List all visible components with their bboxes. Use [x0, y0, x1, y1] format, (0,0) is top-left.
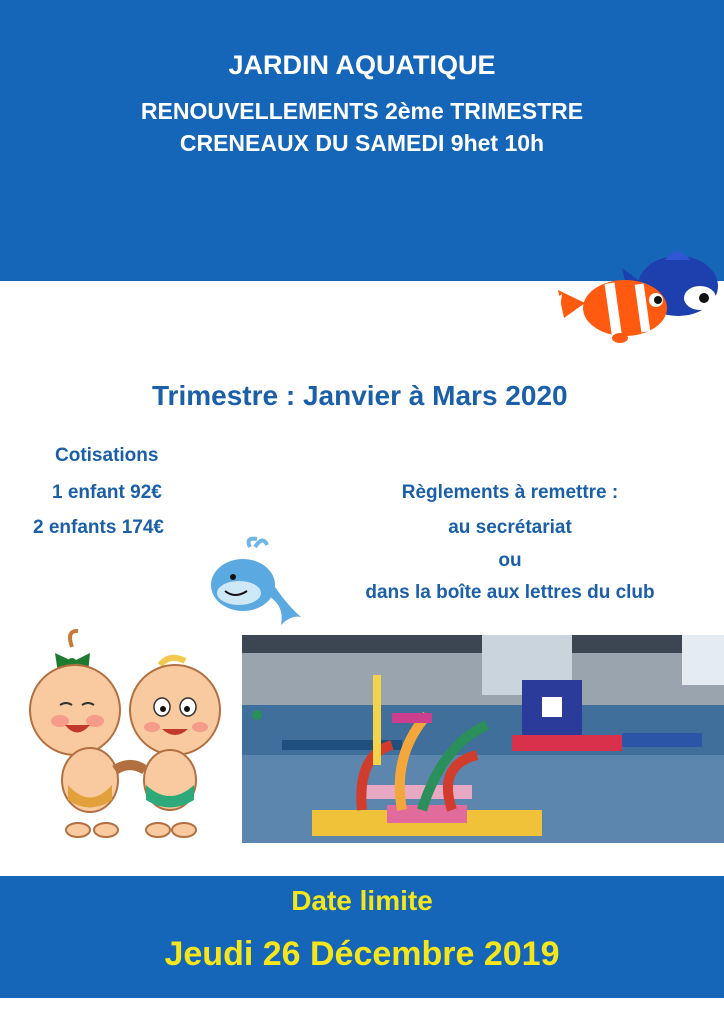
babies-illustration [20, 625, 230, 840]
subtitle-renewals: RENOUVELLEMENTS 2ème TRIMESTRE [140, 98, 584, 124]
fee-one-child: 1 enfant 92€ [52, 482, 162, 503]
quarter-heading: Trimestre : Janvier à Mars 2020 [152, 380, 568, 411]
deadline-date: Jeudi 26 Décembre 2019 [164, 935, 560, 973]
fees-title: Cotisations [55, 445, 159, 466]
subtitle-slots: CRENEAUX DU SAMEDI 9het 10h [179, 130, 545, 156]
whale-icon [205, 535, 305, 635]
payment-or: ou [498, 550, 522, 571]
deadline-label: Date limite [291, 885, 433, 916]
page-title: JARDIN AQUATIQUE [228, 50, 496, 80]
payment-option-secretariat: au secrétariat [448, 517, 572, 538]
fish-icon [550, 238, 724, 348]
payment-option-mailbox: dans la boîte aux lettres du club [365, 582, 655, 603]
payment-title: Règlements à remettre : [401, 482, 619, 503]
fee-two-children: 2 enfants 174€ [33, 517, 164, 538]
pool-photo [242, 635, 724, 843]
